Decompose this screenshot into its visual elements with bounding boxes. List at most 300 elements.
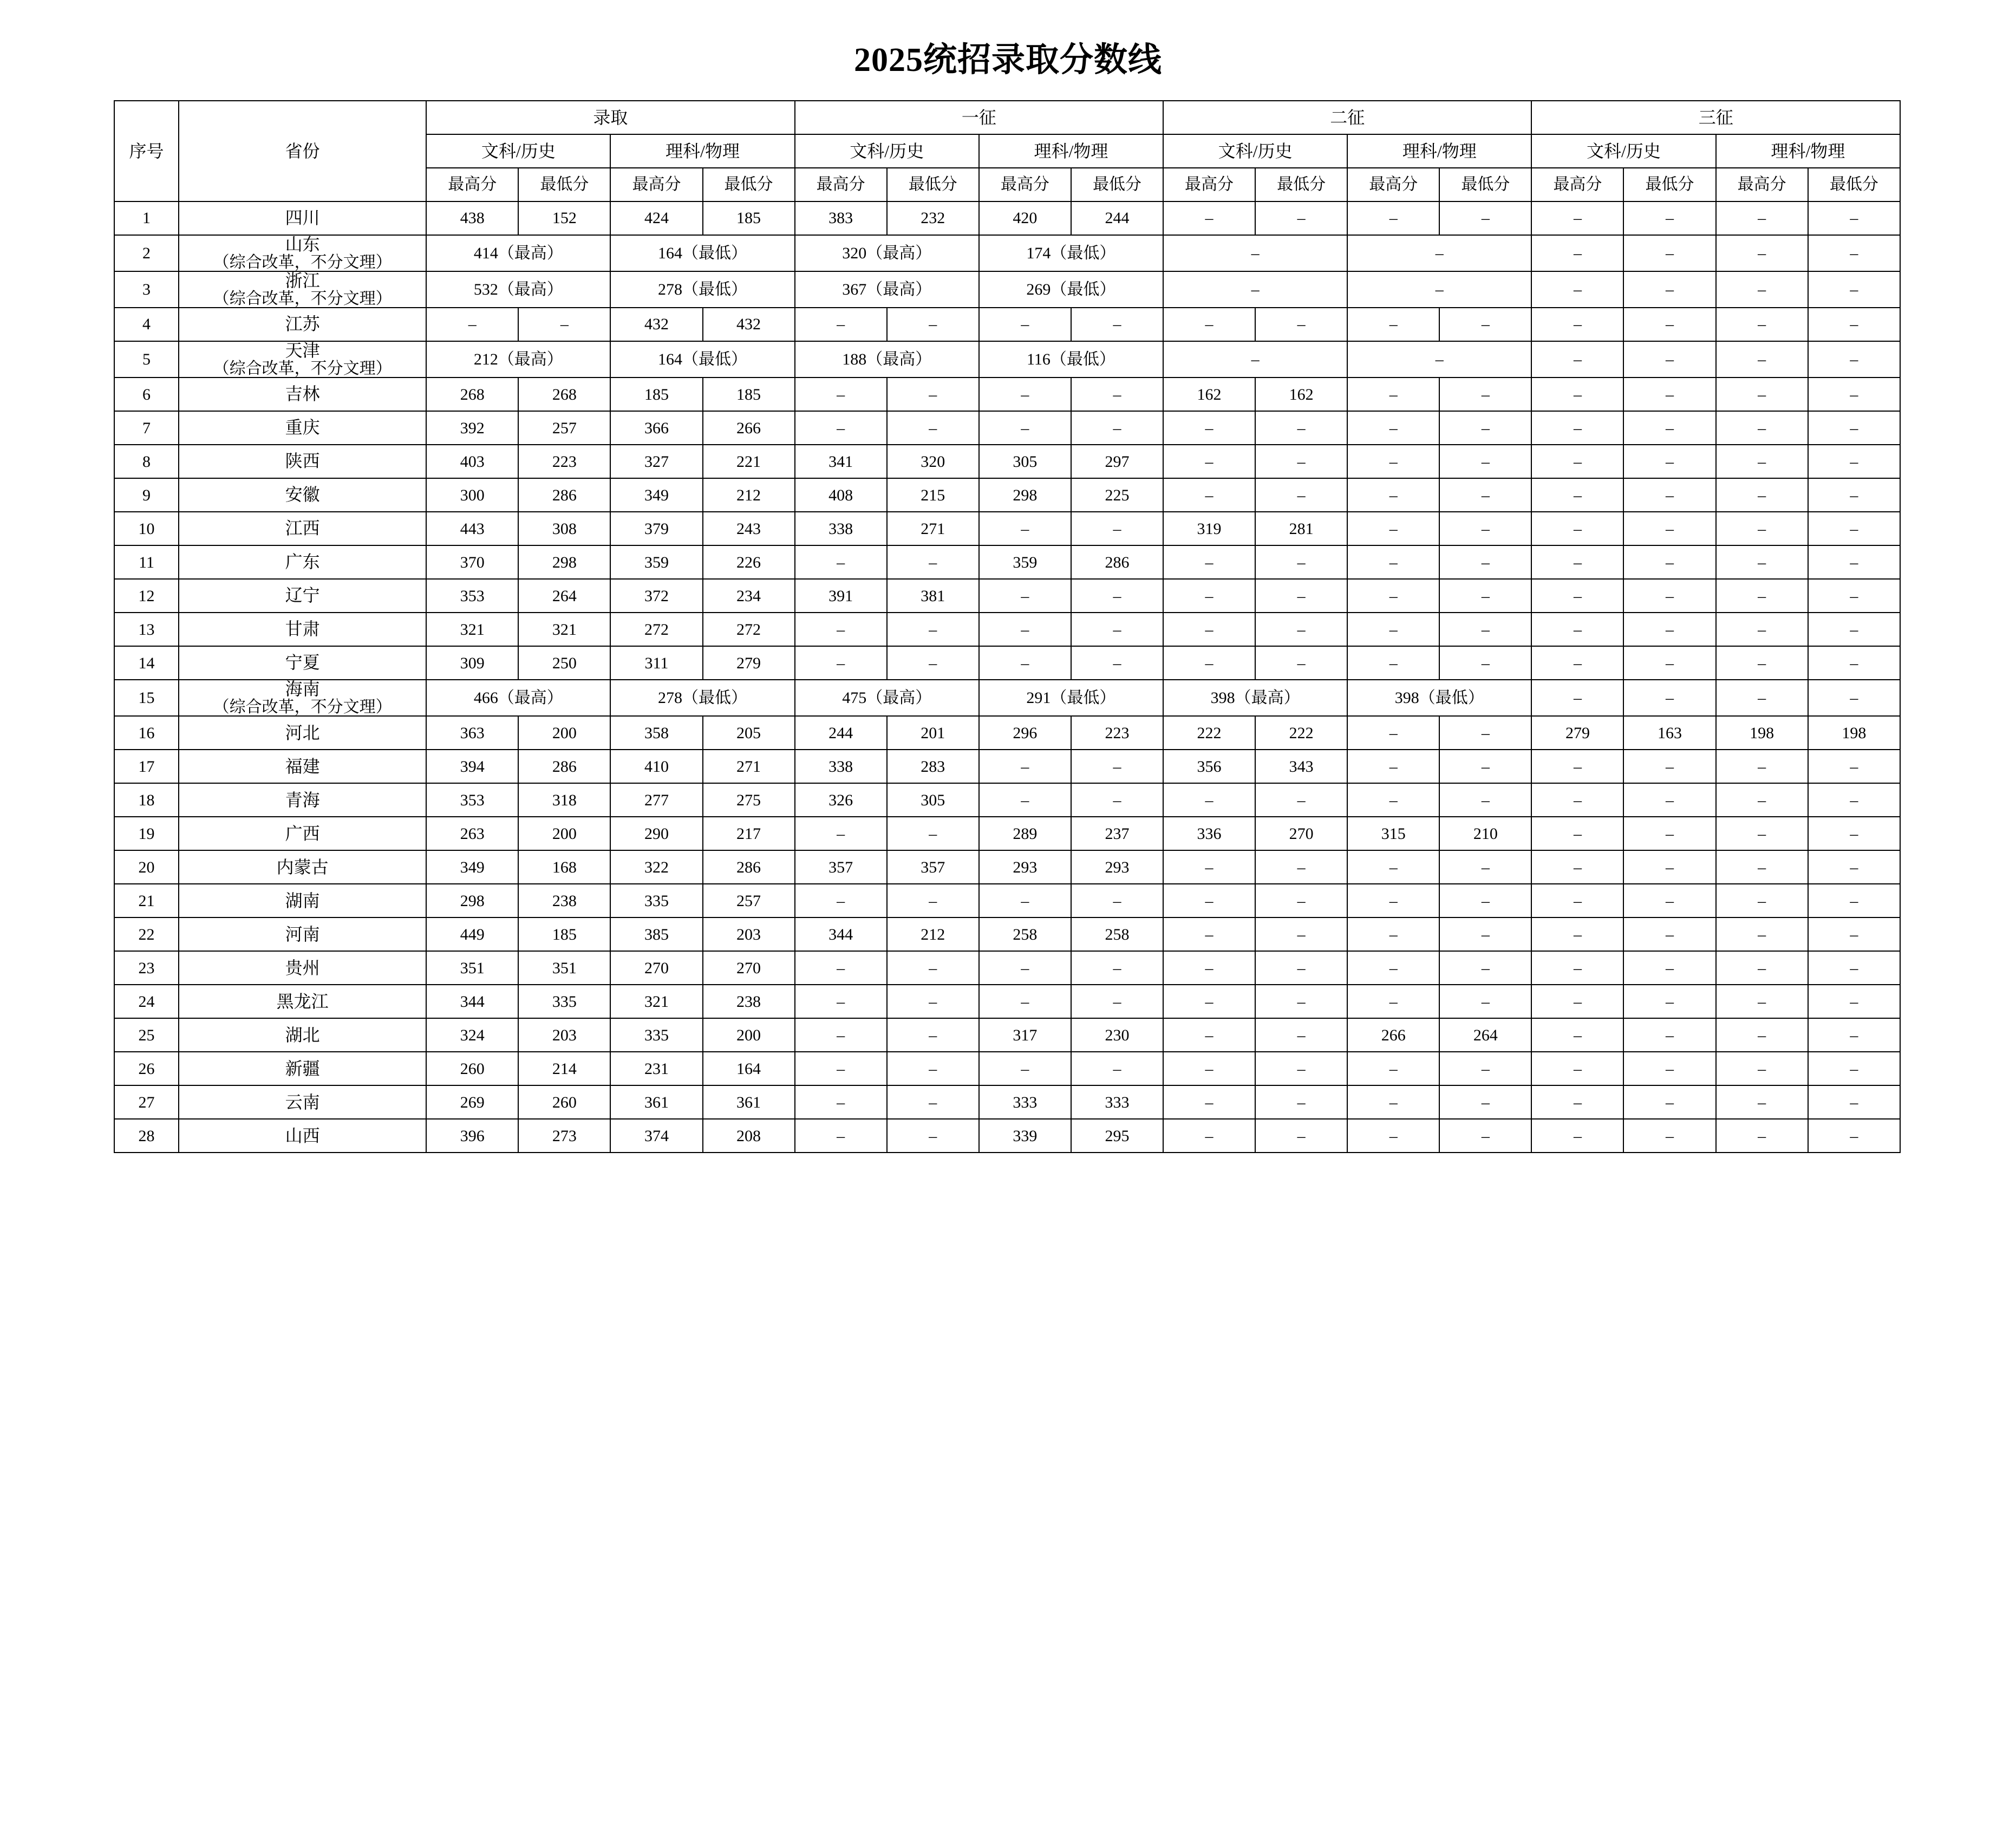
cell-score: 349 [426, 850, 518, 884]
cell-score: 353 [426, 783, 518, 817]
cell-score: 305 [979, 445, 1071, 478]
cell-empty: – [1808, 201, 1900, 235]
header-index: 序号 [114, 101, 179, 201]
cell-score: 311 [610, 646, 702, 680]
cell-score: 349 [610, 478, 702, 512]
cell-score: 266 [703, 411, 795, 445]
cell-score: 289 [979, 817, 1071, 850]
header-sub-like-3: 理科/物理 [1347, 134, 1531, 168]
cell-empty: – [1439, 613, 1531, 646]
cell-score: 168 [518, 850, 610, 884]
row-index: 26 [114, 1052, 179, 1085]
cell-empty: – [1163, 783, 1255, 817]
row-index: 2 [114, 235, 179, 271]
cell-empty: – [887, 545, 979, 579]
cell-score: 238 [518, 884, 610, 917]
cell-score-merged: 278（最低） [610, 271, 794, 308]
row-province [179, 951, 426, 985]
province-name: 山东 [285, 235, 320, 254]
cell-empty: – [1623, 613, 1715, 646]
cell-score: 215 [887, 478, 979, 512]
cell-empty: – [1808, 579, 1900, 613]
cell-score: 185 [518, 917, 610, 951]
cell-empty: – [1716, 646, 1808, 680]
table-row [114, 1018, 1900, 1052]
row-province [179, 817, 426, 850]
cell-empty: – [1808, 411, 1900, 445]
table-header [114, 101, 1900, 201]
cell-empty: – [795, 411, 887, 445]
cell-score: 338 [795, 512, 887, 545]
row-province [179, 646, 426, 680]
cell-empty: – [1808, 750, 1900, 783]
table-body [114, 201, 1900, 1153]
table-row [114, 985, 1900, 1018]
table-row [114, 579, 1900, 613]
cell-empty: – [979, 884, 1071, 917]
cell-empty: – [1808, 850, 1900, 884]
cell-empty: – [1623, 985, 1715, 1018]
row-index: 11 [114, 545, 179, 579]
row-index: 8 [114, 445, 179, 478]
row-index: 17 [114, 750, 179, 783]
cell-empty: – [1347, 1052, 1439, 1085]
province-name: 陕西 [285, 451, 320, 471]
header-max-8: 最高分 [1716, 168, 1808, 201]
row-province [179, 1119, 426, 1153]
cell-empty: – [1163, 850, 1255, 884]
cell-score: 309 [426, 646, 518, 680]
row-province [179, 1085, 426, 1119]
province-name: 江苏 [285, 314, 320, 334]
cell-empty: – [1531, 377, 1623, 411]
cell-empty: – [795, 377, 887, 411]
header-sub-wenke-3: 文科/历史 [1163, 134, 1347, 168]
cell-empty: – [1071, 750, 1163, 783]
cell-empty: – [1531, 308, 1623, 341]
cell-empty: – [979, 308, 1071, 341]
cell-score: 185 [610, 377, 702, 411]
cell-score: 351 [518, 951, 610, 985]
cell-empty: – [1255, 1085, 1347, 1119]
cell-empty: – [1163, 201, 1255, 235]
cell-empty: – [1255, 951, 1347, 985]
cell-empty: – [1808, 613, 1900, 646]
cell-empty: – [1623, 235, 1715, 271]
cell-empty: – [1163, 1119, 1255, 1153]
cell-empty: – [1255, 783, 1347, 817]
cell-empty: – [1163, 1052, 1255, 1085]
cell-empty: – [979, 646, 1071, 680]
cell-score: 272 [610, 613, 702, 646]
cell-score: 341 [795, 445, 887, 478]
cell-empty: – [1623, 1119, 1715, 1153]
cell-score: 338 [795, 750, 887, 783]
cell-empty: – [1255, 411, 1347, 445]
cell-empty: – [1531, 680, 1623, 716]
cell-score: 317 [979, 1018, 1071, 1052]
cell-empty: – [1808, 308, 1900, 341]
cell-empty: – [979, 613, 1071, 646]
cell-empty: – [795, 1018, 887, 1052]
cell-score: 420 [979, 201, 1071, 235]
cell-empty: – [1347, 985, 1439, 1018]
table-row [114, 1119, 1900, 1153]
cell-empty: – [1716, 750, 1808, 783]
cell-empty: – [1623, 478, 1715, 512]
cell-score: 344 [426, 985, 518, 1018]
cell-score-merged: 466（最高） [426, 680, 610, 716]
cell-score: 326 [795, 783, 887, 817]
cell-empty: – [979, 985, 1071, 1018]
cell-score-merged: 116（最低） [979, 341, 1163, 377]
cell-empty: – [1071, 579, 1163, 613]
cell-empty: – [1716, 445, 1808, 478]
cell-score: 238 [703, 985, 795, 1018]
table-row [114, 817, 1900, 850]
province-note: （综合改革，不分文理） [213, 253, 392, 271]
cell-empty: – [1255, 445, 1347, 478]
cell-empty: – [1716, 1052, 1808, 1085]
cell-score: 223 [518, 445, 610, 478]
row-province [179, 341, 426, 377]
cell-empty: – [1716, 917, 1808, 951]
cell-empty: – [1808, 917, 1900, 951]
cell-empty: – [795, 951, 887, 985]
cell-empty: – [1531, 917, 1623, 951]
cell-empty: – [1255, 850, 1347, 884]
score-table-container [0, 100, 2016, 1153]
cell-empty: – [1071, 646, 1163, 680]
cell-score-merged: 291（最低） [979, 680, 1163, 716]
header-group-erzheng: 二征 [1163, 101, 1531, 134]
cell-score: 305 [887, 783, 979, 817]
cell-score-merged: 532（最高） [426, 271, 610, 308]
cell-empty: – [1623, 850, 1715, 884]
cell-empty: – [1808, 1052, 1900, 1085]
cell-score: 308 [518, 512, 610, 545]
province-name: 广东 [285, 552, 320, 572]
cell-empty: – [1623, 308, 1715, 341]
cell-empty: – [1255, 613, 1347, 646]
table-row [114, 884, 1900, 917]
cell-score: 185 [703, 377, 795, 411]
cell-empty: – [1531, 985, 1623, 1018]
cell-empty: – [1347, 579, 1439, 613]
row-province [179, 445, 426, 478]
cell-empty: – [887, 817, 979, 850]
row-province [179, 917, 426, 951]
cell-empty: – [887, 377, 979, 411]
cell-score: 297 [1071, 445, 1163, 478]
cell-empty: – [1071, 411, 1163, 445]
cell-empty: – [1716, 308, 1808, 341]
cell-score: 333 [1071, 1085, 1163, 1119]
province-name: 宁夏 [285, 653, 320, 673]
cell-score: 272 [703, 613, 795, 646]
province-name: 云南 [285, 1092, 320, 1112]
cell-empty: – [1071, 884, 1163, 917]
table-row [114, 308, 1900, 341]
admission-score-table [114, 100, 1901, 1153]
cell-empty: – [1716, 985, 1808, 1018]
cell-empty: – [1716, 271, 1808, 308]
cell-empty: – [1439, 884, 1531, 917]
cell-score: 449 [426, 917, 518, 951]
cell-score: 381 [887, 579, 979, 613]
cell-empty: – [887, 1085, 979, 1119]
cell-empty: – [1255, 545, 1347, 579]
row-index: 21 [114, 884, 179, 917]
cell-empty: – [1716, 951, 1808, 985]
cell-empty: – [1439, 201, 1531, 235]
cell-empty: – [1439, 750, 1531, 783]
cell-score: 185 [703, 201, 795, 235]
cell-score-merged: 269（最低） [979, 271, 1163, 308]
row-index: 12 [114, 579, 179, 613]
cell-score: 257 [703, 884, 795, 917]
cell-score: 257 [518, 411, 610, 445]
cell-empty: – [1347, 545, 1439, 579]
cell-empty: – [1255, 1119, 1347, 1153]
cell-empty: – [979, 579, 1071, 613]
cell-score: 298 [518, 545, 610, 579]
cell-score: 408 [795, 478, 887, 512]
cell-score: 200 [518, 817, 610, 850]
cell-empty: – [1163, 884, 1255, 917]
cell-empty: – [1347, 377, 1439, 411]
cell-score-merged: 188（最高） [795, 341, 979, 377]
cell-score: 268 [426, 377, 518, 411]
cell-empty: – [1347, 850, 1439, 884]
cell-score: 203 [518, 1018, 610, 1052]
header-max-5: 最高分 [1163, 168, 1255, 201]
row-index: 9 [114, 478, 179, 512]
cell-empty: – [1531, 750, 1623, 783]
cell-score-merged: 174（最低） [979, 235, 1163, 271]
row-index: 4 [114, 308, 179, 341]
cell-empty: – [1808, 1018, 1900, 1052]
cell-empty: – [979, 783, 1071, 817]
cell-score: 410 [610, 750, 702, 783]
cell-score: 152 [518, 201, 610, 235]
cell-score: 361 [610, 1085, 702, 1119]
cell-empty: – [1163, 1085, 1255, 1119]
page-title: 2025统招录取分数线 [853, 42, 1162, 79]
cell-empty: – [1255, 1018, 1347, 1052]
cell-empty: – [1808, 235, 1900, 271]
cell-empty: – [1808, 271, 1900, 308]
cell-score: 260 [426, 1052, 518, 1085]
row-index: 28 [114, 1119, 179, 1153]
cell-score: 361 [703, 1085, 795, 1119]
cell-score-merged: 414（最高） [426, 235, 610, 271]
header-sub-wenke-1: 文科/历史 [426, 134, 610, 168]
cell-empty: – [1623, 884, 1715, 917]
cell-score: 260 [518, 1085, 610, 1119]
province-name: 甘肃 [285, 619, 320, 639]
cell-score-merged: 212（最高） [426, 341, 610, 377]
cell-empty: – [887, 1119, 979, 1153]
cell-empty: – [1716, 817, 1808, 850]
header-sub-like-1: 理科/物理 [610, 134, 794, 168]
row-province [179, 377, 426, 411]
cell-empty-merged: – [1163, 341, 1347, 377]
cell-empty: – [1439, 478, 1531, 512]
cell-empty: – [1623, 1052, 1715, 1085]
cell-score: 205 [703, 716, 795, 750]
cell-empty: – [1347, 1119, 1439, 1153]
cell-score: 300 [426, 478, 518, 512]
cell-empty: – [1623, 750, 1715, 783]
row-province [179, 478, 426, 512]
province-name: 湖南 [285, 890, 320, 910]
province-name: 贵州 [285, 958, 320, 978]
province-name: 湖北 [285, 1025, 320, 1045]
row-province [179, 783, 426, 817]
cell-empty: – [1255, 201, 1347, 235]
cell-empty: – [1531, 579, 1623, 613]
cell-empty: – [1531, 850, 1623, 884]
cell-empty: – [1716, 478, 1808, 512]
cell-empty: – [1163, 1018, 1255, 1052]
row-province [179, 750, 426, 783]
cell-score: 344 [795, 917, 887, 951]
cell-empty: – [1716, 411, 1808, 445]
cell-score: 281 [1255, 512, 1347, 545]
province-name: 海南 [285, 679, 320, 699]
cell-score: 279 [703, 646, 795, 680]
header-row-groups [114, 101, 1900, 134]
cell-empty: – [1808, 1119, 1900, 1153]
cell-score: 226 [703, 545, 795, 579]
cell-empty: – [1439, 1085, 1531, 1119]
province-name: 天津 [285, 341, 320, 361]
cell-score: 293 [979, 850, 1071, 884]
cell-empty: – [1808, 512, 1900, 545]
header-sub-wenke-2: 文科/历史 [795, 134, 979, 168]
cell-empty: – [1439, 646, 1531, 680]
cell-empty: – [1531, 817, 1623, 850]
row-province [179, 680, 426, 716]
row-index: 13 [114, 613, 179, 646]
row-province [179, 850, 426, 884]
table-row [114, 1052, 1900, 1085]
header-province: 省份 [179, 101, 426, 201]
cell-empty: – [1439, 545, 1531, 579]
cell-empty: – [1531, 646, 1623, 680]
cell-empty: – [1255, 579, 1347, 613]
cell-score: 385 [610, 917, 702, 951]
row-index: 24 [114, 985, 179, 1018]
cell-empty: – [1716, 545, 1808, 579]
cell-score: 266 [1347, 1018, 1439, 1052]
cell-empty: – [1716, 1085, 1808, 1119]
cell-score: 203 [703, 917, 795, 951]
cell-score: 200 [518, 716, 610, 750]
cell-score: 290 [610, 817, 702, 850]
header-min-5: 最低分 [1255, 168, 1347, 201]
cell-empty: – [979, 1052, 1071, 1085]
cell-empty-merged: – [1163, 235, 1347, 271]
cell-empty: – [1623, 646, 1715, 680]
cell-empty: – [1347, 478, 1439, 512]
cell-score: 268 [518, 377, 610, 411]
cell-score: 319 [1163, 512, 1255, 545]
cell-empty: – [1071, 613, 1163, 646]
cell-score: 370 [426, 545, 518, 579]
cell-score: 200 [703, 1018, 795, 1052]
cell-score: 443 [426, 512, 518, 545]
cell-score: 217 [703, 817, 795, 850]
cell-score: 210 [1439, 817, 1531, 850]
cell-empty: – [1623, 512, 1715, 545]
row-province [179, 411, 426, 445]
row-province [179, 613, 426, 646]
row-province [179, 985, 426, 1018]
cell-empty: – [1716, 613, 1808, 646]
cell-empty: – [1439, 445, 1531, 478]
cell-empty: – [1623, 445, 1715, 478]
cell-empty: – [1808, 783, 1900, 817]
province-note: （综合改革，不分文理） [213, 359, 392, 377]
row-province [179, 1018, 426, 1052]
cell-empty: – [795, 646, 887, 680]
header-min-8: 最低分 [1808, 168, 1900, 201]
cell-score: 358 [610, 716, 702, 750]
cell-empty: – [1531, 1119, 1623, 1153]
cell-score: 258 [979, 917, 1071, 951]
cell-empty: – [1439, 917, 1531, 951]
cell-empty: – [795, 884, 887, 917]
cell-empty: – [1439, 716, 1531, 750]
cell-empty: – [1808, 985, 1900, 1018]
cell-empty: – [1716, 341, 1808, 377]
cell-score: 396 [426, 1119, 518, 1153]
province-name: 黑龙江 [276, 991, 329, 1011]
row-index: 10 [114, 512, 179, 545]
table-row [114, 478, 1900, 512]
cell-score: 273 [518, 1119, 610, 1153]
cell-empty-merged: – [1163, 271, 1347, 308]
cell-score: 424 [610, 201, 702, 235]
cell-score: 264 [1439, 1018, 1531, 1052]
header-max-2: 最高分 [610, 168, 702, 201]
cell-score: 324 [426, 1018, 518, 1052]
cell-score: 162 [1163, 377, 1255, 411]
cell-score: 263 [426, 817, 518, 850]
table-row [114, 271, 1900, 308]
cell-empty: – [795, 308, 887, 341]
row-index: 14 [114, 646, 179, 680]
cell-empty: – [887, 1018, 979, 1052]
cell-empty: – [1808, 680, 1900, 716]
cell-empty: – [1163, 411, 1255, 445]
cell-empty: – [1255, 308, 1347, 341]
cell-score: 335 [518, 985, 610, 1018]
province-name: 吉林 [285, 384, 320, 404]
cell-empty: – [1163, 613, 1255, 646]
cell-empty: – [795, 1052, 887, 1085]
cell-empty: – [1531, 1052, 1623, 1085]
cell-empty: – [1255, 917, 1347, 951]
cell-score: 438 [426, 201, 518, 235]
cell-empty: – [1716, 201, 1808, 235]
cell-score: 295 [1071, 1119, 1163, 1153]
cell-empty: – [1531, 951, 1623, 985]
table-row [114, 917, 1900, 951]
cell-empty: – [979, 411, 1071, 445]
